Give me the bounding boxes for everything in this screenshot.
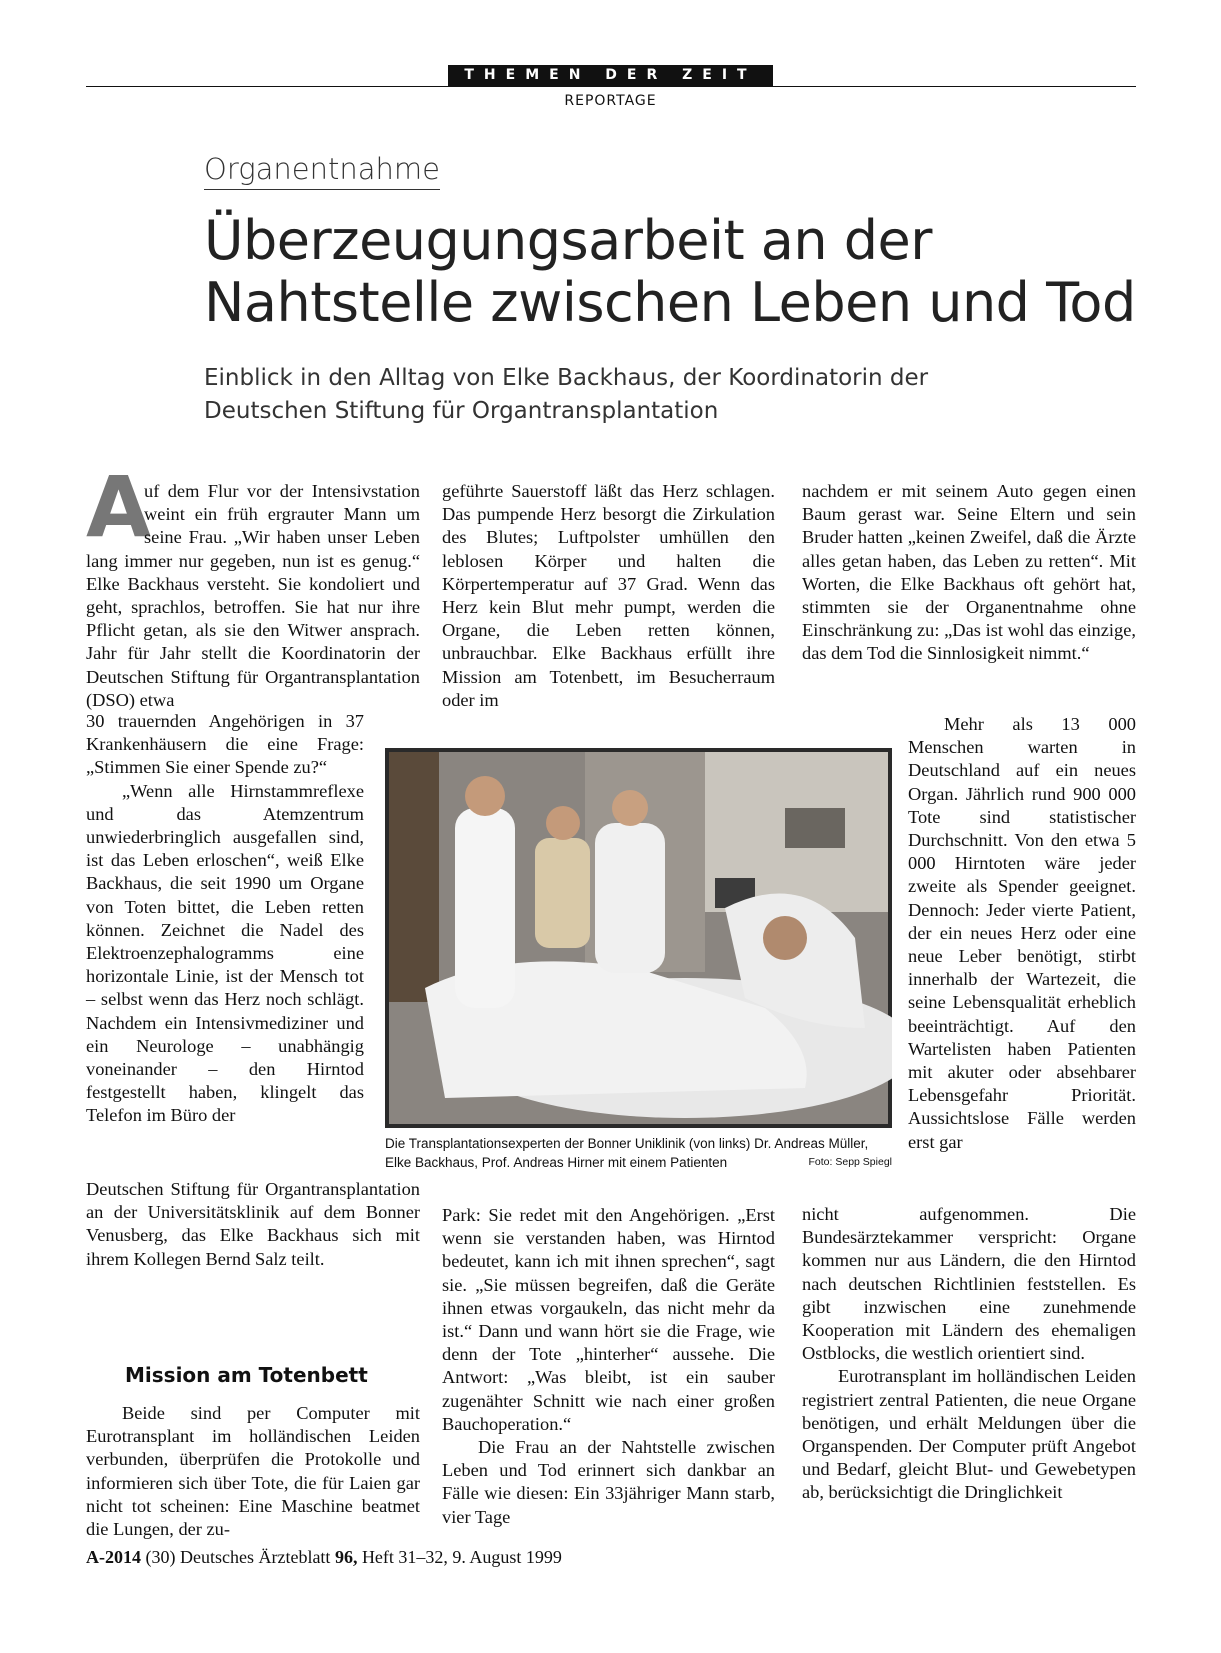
column-1-bottom [86, 1402, 420, 1541]
paragraph: nachdem er mit seinem Auto gegen einen Baum gerast war. Seine Eltern und sein Bruder hatten „keinen Zweifel, daß die Ärzte alles getan haben, das Leben zu retten“. Mit Worten, die Elke Backhaus oft gehört hat, stimmten sie der Organentnahme ohne Einschränkung zu: „Das ist wohl das einzige, das dem Tod die Sinnlosigkeit nimmt.“ [802, 481, 1136, 664]
paragraph: Die Frau an der Nahtstelle zwischen Leben und Tod erinnert sich dankbar an Fälle wie diesen: Ein 33jähriger Mann starb, vier Tage [442, 1437, 775, 1527]
headline-line-1: Überzeugungsarbeit an der [204, 209, 932, 272]
standfirst-line-2: Deutschen Stiftung für Organtransplantation [204, 398, 719, 424]
column-1-top [86, 480, 420, 712]
column-3-bottom [802, 1203, 1136, 1505]
column-1-wrapped [86, 710, 364, 1128]
paragraph: uf dem Flur vor der Intensivstation weint ein früh ergrauter Mann um seine Frau. „Wir haben unser Leben lang immer nur gegeben, nun ist es genug.“ Elke Backhaus versteht. Sie kondoliert und geht, sprachlos, betroffen. Sie hat nur ihre Pflicht getan, als sie den Witwer ansprach. Jahr für Jahr stellt die Koordinatorin der Deutschen Stiftung für Organtransplantation (DSO) etwa [86, 481, 420, 710]
article-headline [204, 210, 1164, 334]
paragraph: Park: Sie redet mit den Angehörigen. „Erst wenn sie verstanden haben, was Hirntod bedeutet, kann ich mit ihnen sprechen“, sagt sie. „Sie müssen begreifen, daß die Geräte ihnen etwas vorgaukeln, das nicht mehr da ist.“ Dann und wann hört sie die Frage, wie denn der Tote „hinterher“ aussehe. Die Antwort: „Was bleibt, ist ein sauber zugenähter Schnitt wie nach einer großen Bauchoperation.“ [442, 1205, 775, 1434]
column-3-wrapped [908, 713, 1136, 1154]
photo-caption: Die Transplantationsexperten der Bonner Uniklinik (von links) Dr. Andreas Müller, Elke Backhaus, Prof. Andreas Hirner mit einem Patienten Foto: Sepp Spiegl [385, 1136, 892, 1170]
volume-number: 96, [334, 1547, 358, 1567]
header-rule [86, 86, 1136, 87]
paragraph: Beide sind per Computer mit Eurotransplant im holländischen Leiden verbunden, überprüfen die Protokolle und informieren sich über Tote, die für Laien gar nicht tot scheinen: Eine Maschine beatmet die Lungen, der zu- [86, 1403, 420, 1540]
photo-credit: Foto: Sepp Spiegl [808, 1156, 892, 1168]
standfirst-line-1: Einblick in den Alltag von Elke Backhaus, der Koordinatorin der [204, 365, 929, 391]
headline-line-2: Nahtstelle zwischen Leben und Tod [204, 271, 1136, 334]
section-subhead: Mission am Totenbett [125, 1363, 368, 1387]
paragraph: 30 trauernden Angehörigen in 37 Krankenhäusern die eine Frage: „Stimmen Sie einer Spende zu?“ [86, 711, 364, 778]
article-standfirst [204, 362, 1104, 428]
column-1-continued [86, 1178, 420, 1271]
paragraph: „Wenn alle Hirnstammreflexe und das Atemzentrum unwiederbringlich ausgefallen sind, ist das Leben erloschen“, weiß Elke Backhaus, die seit 1990 um Organe von Toten bittet, die Leben retten können. Zeichnet die Nadel des Elektroenzephalogramms eine horizontale Linie, ist der Mensch tot – selbst wenn das Herz noch schlägt. Nachdem ein Intensivmediziner und ein Neurologe – unabhängig voneinander – den Hirntod festgestellt haben, klingelt das Telefon im Büro der [86, 780, 364, 1126]
page-footer [86, 1547, 562, 1568]
paragraph: nicht aufgenommen. Die Bundesärztekammer verspricht: Organe kommen nur aus Ländern, die den Hirntod nach deutschen Richtlinien feststellen. Es gibt inzwischen eine zunehmende Kooperation mit Ländern des ehemaligen Ostblocks, die westlich orientiert sind. [802, 1204, 1136, 1364]
subsection-label: REPORTAGE [564, 93, 657, 109]
page-code: A-2014 [86, 1547, 141, 1567]
paragraph: geführte Sauerstoff läßt das Herz schlagen. Das pumpende Herz besorgt die Zirkulation des Blutes; Luftpolster umhüllen den leblosen Körper und halten die Körpertemperatur auf 37 Grad. Wenn das Herz kein Blut mehr pumpt, werden die Organe, die Leben retten können, unbrauchbar. Elke Backhaus erfüllt ihre Mission am Totenbett, im Besucherraum oder im [442, 481, 775, 710]
column-2-top [442, 480, 775, 712]
paragraph: Eurotransplant im holländischen Leiden registriert zentral Patienten, die neue Organe benötigen, und erhält Meldungen über die Organspenden. Der Computer prüft Angebot und Bedarf, gleicht Blut- und Gewebetypen ab, berücksichtigt die Dringlichkeit [802, 1366, 1136, 1503]
issue-info: Heft 31–32, 9. August 1999 [361, 1547, 562, 1567]
article-photo [385, 748, 892, 1128]
dropcap-spacer [86, 480, 144, 546]
drop-cap: A [86, 458, 152, 556]
paragraph: Deutschen Stiftung für Organtransplantation an der Universitätsklinik auf dem Bonner Venusberg, das Elke Backhaus sich mit ihrem Kollegen Bernd Salz teilt. [86, 1179, 420, 1269]
journal-name: (30) Deutsches Ärzteblatt [145, 1547, 331, 1567]
paragraph: Mehr als 13 000 Menschen warten in Deutschland auf ein neues Organ. Jährlich rund 900 000 Tote sind statistischer Durchschnitt. Von den etwa 5 000 Hirntoten wäre jeder zweite als Spender geeignet. Dennoch: Jeder vierte Patient, der ein neues Herz oder eine neue Leber benötigt, stirbt innerhalb der Wartezeit, die seine Lebensqualität erheblich beeinträchtigt. Auf den Wartelisten haben Patienten mit akuter oder absehbarer Lebensgefahr Priorität. Aussichtslose Fälle werden erst gar [908, 714, 1136, 1152]
section-label: THEMEN DER ZEIT [448, 65, 773, 86]
column-2-bottom [442, 1204, 775, 1529]
article-kicker: Organentnahme [204, 152, 440, 190]
column-3-top [802, 480, 1136, 666]
